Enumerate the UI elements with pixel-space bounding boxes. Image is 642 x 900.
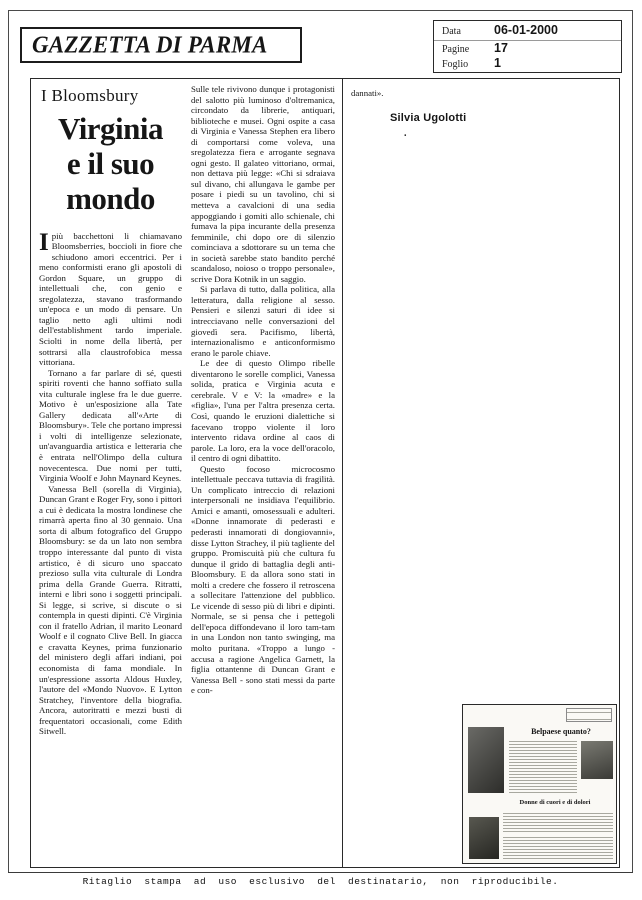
thumbnail-photo xyxy=(468,727,504,793)
drop-cap: I xyxy=(39,228,49,256)
meta-row-pagine xyxy=(434,41,621,55)
footer-text: Ritaglio stampa ad uso esclusivo del destinatario, non riproducibile. xyxy=(82,876,559,887)
thumbnail-caption: Donne di cuori e di dolori xyxy=(519,799,591,806)
meta-label-foglio: Foglio xyxy=(442,58,469,70)
byline: Silvia Ugolotti xyxy=(390,112,467,124)
masthead-box xyxy=(20,27,302,63)
paragraph: Si parlava di tutto, dalla politica, alla letteratura, dalla religione al sesso. Pensieri e silenzi saturi di idee si intrecciavano nelle conversazioni del giovedì sera. Pacifismo, libertà, internazionalismo e anticonformismo erano le parole chiave. xyxy=(191,284,335,358)
thumbnail-photo xyxy=(469,817,499,859)
title-line-3: mondo xyxy=(66,180,155,216)
paragraph: Sulle tele rivivono dunque i protagonisti del salotto più luminoso d'oltremanica, circondato da librerie, antiquari, biblioteche e musei. Ogni ospite a casa di Virginia e Vanessa Stephen era libero di comportarsi come voleva, una sregolatezza fiera e arrogante segnava ogni gesto. Il galateo vittoriano, ormai, non dettava più legge: «Chi si sdraiava sul divano, chi allungava le gambe per posare i piedi su un tavolino, chi si metteva a cavalcioni di una sedia appoggiando i gomiti allo schienale, chi fumava la pipa incurante della presenza femminile, chi dopo ore di silenzio cominciava a sdottorare su un tema che in società sarebbe stato bandito perché scandaloso, noioso o troppo personale», scrive Dora Kotnik in un saggio. xyxy=(191,84,335,284)
page-thumbnail xyxy=(462,704,617,864)
paragraph-text: più bacchettoni li chiamavano Bloomsberries, boccioli in fiore che schiudono amori eccentrici. Per i meno conformisti erano gli apostoli di Gordon Square, un gruppo di intellettuali che, con genio e sregolatezza, stavano trasformando un'epoca e un modo di pensare. Un taglio netto agli ultimi nodi dell'establishment tardo imperiale. Sciolti in nome della libertà, per sottrarsi alla claustrofobica messa vittoriana. xyxy=(39,230,182,368)
meta-value-data: 06-01-2000 xyxy=(494,23,558,38)
paragraph: Vanessa Bell (sorella di Virginia), Duncan Grant e Roger Fry, sono i pittori a cui è dedicata la mostra londinese che rimarrà aperta fino al 30 gennaio. Una sorta di album fotografico del Gruppo Bloomsbury: se da un lato non sembra troppo interessante dal punto di vista artistico, è di sicuro uno spaccato prezioso sulla vita culturale di Londra prima della Grande Guerra. Ritratti, interni e libri sono i soggetti principali. Si legge, si scrive, si discute o si contempla in questi dipinti. C'è Virginia con il fratello Adrian, il marito Leonard Woolf e il cognato Clive Bell. In giacca e cravatta Keynes, prima funzionario del ministero degli affari indiani, poi economista di fama mondiale. In un'espressione assorta Aldous Huxley, l'autore del «Mondo Nuovo». E Lytton Stratchey, l'inventore della biografia. Ancora, autoritratti e mezzi busti di frequentatori occasionali, come Edith Sitwell. xyxy=(39,483,182,737)
thumbnail-text-lines xyxy=(503,837,613,859)
thumbnail-text-lines xyxy=(503,813,613,833)
article-title xyxy=(39,112,182,216)
paragraph xyxy=(39,228,182,368)
meta-row-data xyxy=(434,23,621,41)
meta-label-pagine: Pagine xyxy=(442,44,470,56)
title-line-1: Virginia xyxy=(57,111,164,147)
thumbnail-headline: Belpaese quanto? xyxy=(531,727,591,736)
thumbnail-meta-box xyxy=(566,708,612,722)
masthead-title: GAZZETTA DI PARMA xyxy=(32,31,268,58)
footer-strip xyxy=(8,872,633,890)
article-column-2 xyxy=(191,84,335,696)
column-divider xyxy=(342,78,343,868)
meta-value-pagine: 17 xyxy=(494,41,508,56)
paragraph: Tornano a far parlare di sé, questi spiriti roventi che hanno soffiato sulla vita culturale inglese fra le due guerre. Motivo è un'esposizione alla Tate Gallery dedicata all'«Arte di Bloomsbury». Tele che portano impressi i volti di intelligenze selezionate, un'avanguardia artistica e letteraria che è entrata nell'Olimpo della cultura novecentesca. Due nomi per tutti, Virginia Woolf e John Maynard Keynes. xyxy=(39,367,182,484)
thumbnail-text-lines xyxy=(509,741,577,793)
byline-mark: . xyxy=(404,128,407,139)
title-line-2: e il suo xyxy=(66,146,155,182)
thumbnail-photo xyxy=(581,741,613,779)
meta-row-foglio xyxy=(434,56,621,70)
meta-label-data: Data xyxy=(442,26,461,38)
paragraph: Questo focoso microcosmo intellettuale peccava tuttavia di fragilità. Un complicato intreccio di relazioni interpersonali ne insidiava l'equilibrio. Amici e amanti, omosessuali e adulteri. «Donne innamorate di pederasti e pederasti innamorati di dongiovanni», disse Lytton Strachey, il più tagliente del gruppo. Promiscuità più che cultura fu dunque il grido di battaglia degli anti-Bloomsbury. E da allora sono stati in molti a credere che fossero il retroscena a sollecitare l'attenzione del pubblico. Le vicende di sesso più di libri e dipinti. Normale, se si pensa che i pettegoli dell'epoca diffondevano il loro tam-tam in una London non tanto swinging, ma molto puritana. «Troppo a lungo - accusa a ragione Angelica Garnett, la figlia ottantenne di Duncan Grant e Vanessa Bell - sono stati messi da parte e con- xyxy=(191,463,335,696)
meta-box xyxy=(433,20,622,73)
paragraph: Le dee di questo Olimpo ribelle diventarono le sorelle complici, Vanessa solida, pratica e Virginia acuta e cerebrale. V e V: la «madre» e la «figlia», l'una per l'altra presenza certa. Così, quando le eruzioni dialettiche si facevano troppo violente il loro intervento ridava ordine al caos di parole. La loro, era la voce dell'oracolo, il centro di ogni dibattito. xyxy=(191,358,335,464)
article-column-1 xyxy=(39,86,182,737)
meta-value-foglio: 1 xyxy=(494,55,501,70)
article-kicker: I Bloomsbury xyxy=(41,86,139,105)
continuation-text: dannati». xyxy=(351,88,384,98)
